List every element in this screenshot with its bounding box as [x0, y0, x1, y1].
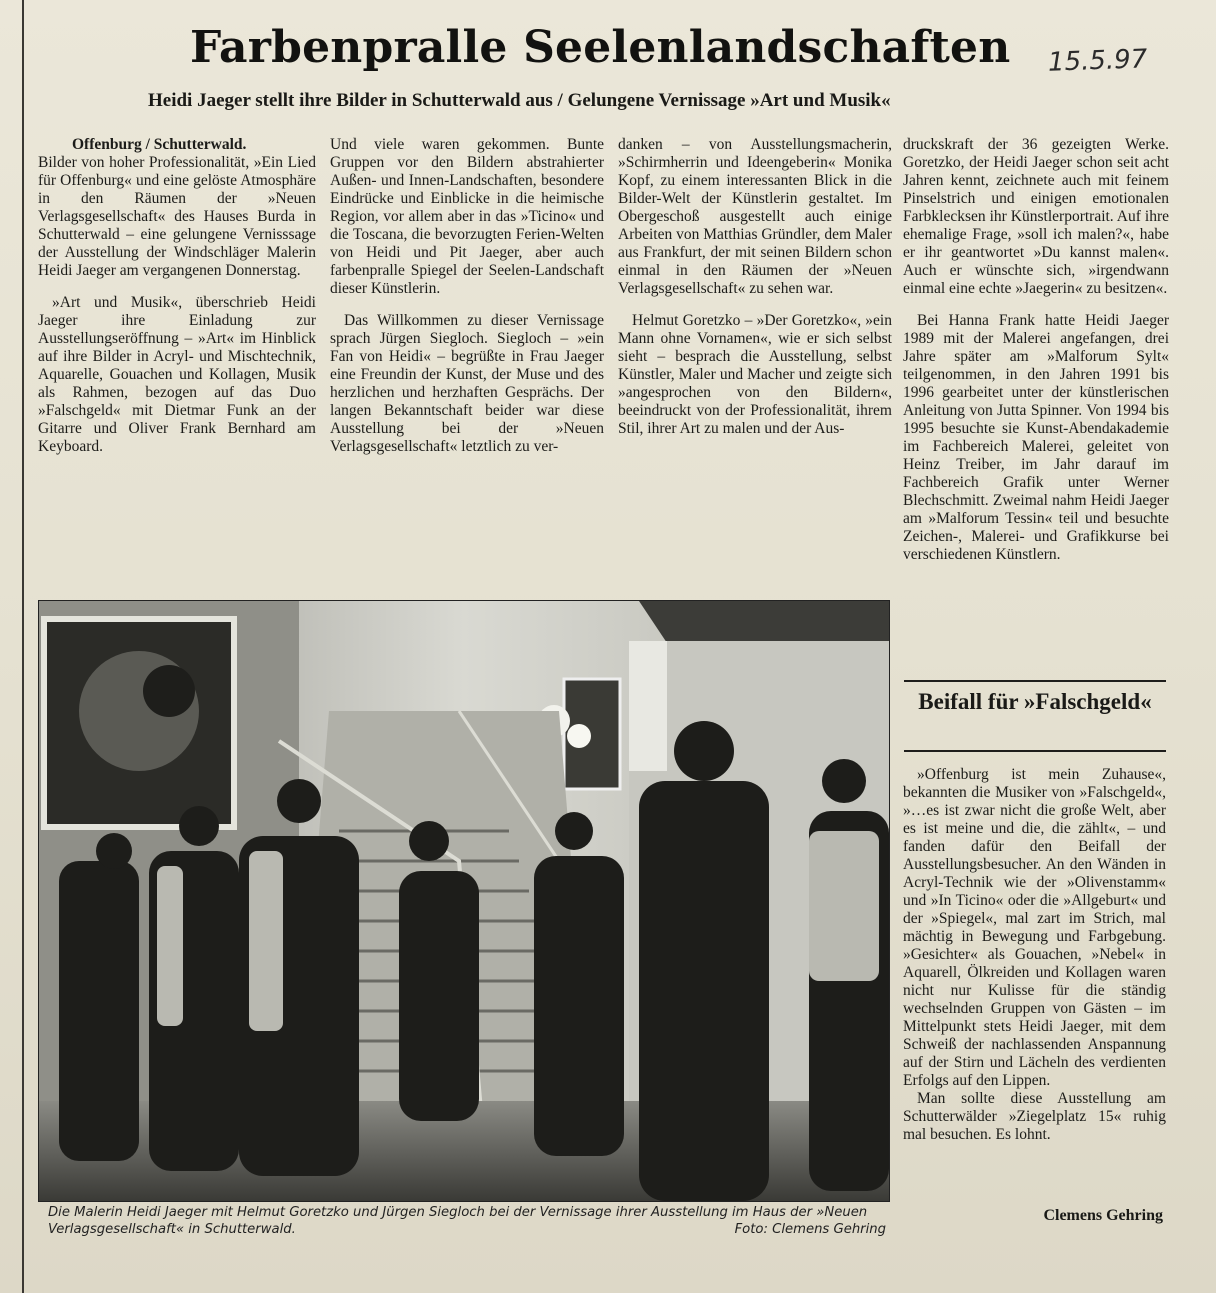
paragraph: Bei Hanna Frank hatte Heidi Jaeger 1989 mit der Malerei angefangen, drei Jahre später am »Malforum Sylt« teilgenommen, in den Jahren 1991 bis 1996 gearbeitet unter der künstlerischen Anleitung von Jutta Spinner. Von 1994 bis 1995 besuchte sie Kunst-Abendakademie im Fachbereich Malerei, geleitet von Heinz Treiber, im Jahr darauf im Fachbereich Grafik unter Werner Blechschmitt. Zweimal nahm Heidi Jaeger am »Malforum Tessin« teil und besuchte Zeichen-, Malerei- und Grafikkurse bei verschiedenen Künstlern. [903, 312, 1169, 563]
paragraph: »Offenburg ist mein Zuhause«, bekannten die Musiker von »Falschgeld«, »…es ist zwar nicht die große Welt, aber es ist meine und die, die zählt«, – und fanden dafür den Beifall der Ausstellungsbesucher. An den Wänden in Acryl-Technik wie der »Olivenstamm« und »In Ticino« oder die »Allgeburt« und der »Spiegel«, mal zart im Strich, mal mächtig in Bewegung und Farbgebung. »Gesichter« als Gouachen, »Nebel« in Aquarell, Ölkreiden und Kollagen waren nicht nur Kulisse für die ständig wechselnden Gruppen von Gästen – im Mittelpunkt stets Heidi Jaeger, mit dem Schweiß der nachlassenden Anspannung auf der Stirn und Lächeln des verdienten Erfolgs auf den Lippen. [903, 766, 1166, 1089]
box-title: Beifall für »Falschgeld« [918, 689, 1152, 714]
paragraph [38, 136, 316, 280]
text-column-1 [38, 136, 316, 470]
paragraph-text: Bilder von hoher Professionalität, »Ein Lied für Offenburg« und eine gelöste Atmosphäre in den Räumen der »Neuen Verlagsgesellschaft« des Hauses Burda in Schutterwald – eine gelungene Vernisssage der Ausstellung der Windschläger Malerin Heidi Jaeger am vergangenen Donnerstag. [38, 154, 316, 279]
paragraph: danken – von Ausstellungsmacherin, »Schirmherrin und Ideengeberin« Monika Kopf, zu einem interessanten Blick in die Bilder-Welt der Künstlerin gestaltet. Im Obergeschoß ausgestellt auch einige Arbeiten von Matthias Gründler, dem Maler aus Frankfurt, der mit seinen Bildern schon einmal in den Räumen der »Neuen Verlagsgesellschaft« zu sehen war. [618, 136, 892, 297]
box-text [903, 766, 1166, 1144]
article-headline: Farbenpralle Seelenlandschaften [190, 22, 1011, 73]
paragraph: Man sollte diese Ausstellung am Schutterwälder »Ziegelplatz 15« ruhig mal besuchen. Es lohnt. [903, 1090, 1166, 1143]
caption-text: Die Malerin Heidi Jaeger mit Helmut Goretzko und Jürgen Siegloch bei der Vernissage ihrer Ausstellung im Haus der »Neuen Verlagsgesellschaft« in Schutterwald. [48, 1205, 868, 1237]
handwritten-date: 15.5.97 [1047, 44, 1148, 78]
article-subheadline: Heidi Jaeger stellt ihre Bilder in Schutterwald aus / Gelungene Vernissage »Art und Musik« [148, 90, 891, 111]
paragraph: »Art und Musik«, überschrieb Heidi Jaeger ihre Einladung zur Ausstellungseröffnung – »Art« im Hinblick auf ihre Bilder in Acryl- und Mischtechnik, Aquarelle, Gouachen und Kollagen, Musik als Rahmen, bezogen auf das Duo »Falschgeld« mit Dietmar Funk an der Gitarre und Oliver Frank Bernhard am Keyboard. [38, 294, 316, 455]
text-column-2 [330, 136, 604, 470]
article-author: Clemens Gehring [1043, 1207, 1163, 1224]
photo-caption [48, 1204, 886, 1238]
box-bottom-rule [904, 750, 1166, 752]
photo-credit: Foto: Clemens Gehring [734, 1222, 886, 1237]
box-top-rule [904, 680, 1166, 682]
page-edge-rule [22, 0, 24, 1293]
paragraph: Helmut Goretzko – »Der Goretzko«, »ein Mann ohne Vornamen«, wie er sich selbst sieht – besprach die Ausstellung, selbst Künstler, Maler und Macher und zeigte sich »angesprochen von den Bildern«, beeindruckt von der Professionalität, ihrem Stil, ihrer Art zu malen und der Aus- [618, 312, 892, 437]
text-column-4 [903, 136, 1169, 578]
article-dateline: Offenburg / Schutterwald. [72, 136, 247, 153]
exhibition-photo-illustration [39, 601, 889, 1201]
article-photo [38, 600, 890, 1202]
text-column-3 [618, 136, 892, 452]
paragraph: Das Willkommen zu dieser Vernissage sprach Jürgen Siegloch. Siegloch – »ein Fan von Heidi« – begrüßte in Frau Jaeger eine Freundin der Kunst, der Muse und des herzlichen und herzhaften Gesprächs. Der langen Bekanntschaft beider war diese Ausstellung bei der »Neuen Verlagsgesellschaft« letztlich zu ver- [330, 312, 604, 455]
paragraph: Und viele waren gekommen. Bunte Gruppen vor den Bildern abstrahierter Außen- und Innen-Landschaften, besondere Eindrücke und Einblicke in die heimische Region, vor allem aber in das »Ticino« und die Toscana, die bevorzugten Ferien-Welten von Heidi und Pit Jaeger, aber auch farbenpralle Spiegel der Seelen-Landschaft dieser Künstlerin. [330, 136, 604, 297]
paragraph: druckskraft der 36 gezeigten Werke. Goretzko, der Heidi Jaeger schon seit acht Jahren kennt, zeichnete auch mit feinem Pinselstrich und einigen emotionalen Farbklecksen ihr Künstlerportrait. Auf ihre ehemalige Frage, »soll ich malen?«, habe er ihr geantwortet »Du kannst malen«. Auch er wünschte sich, »irgendwann einmal eine echte »Jaegerin« zu besitzen«. [903, 136, 1169, 297]
